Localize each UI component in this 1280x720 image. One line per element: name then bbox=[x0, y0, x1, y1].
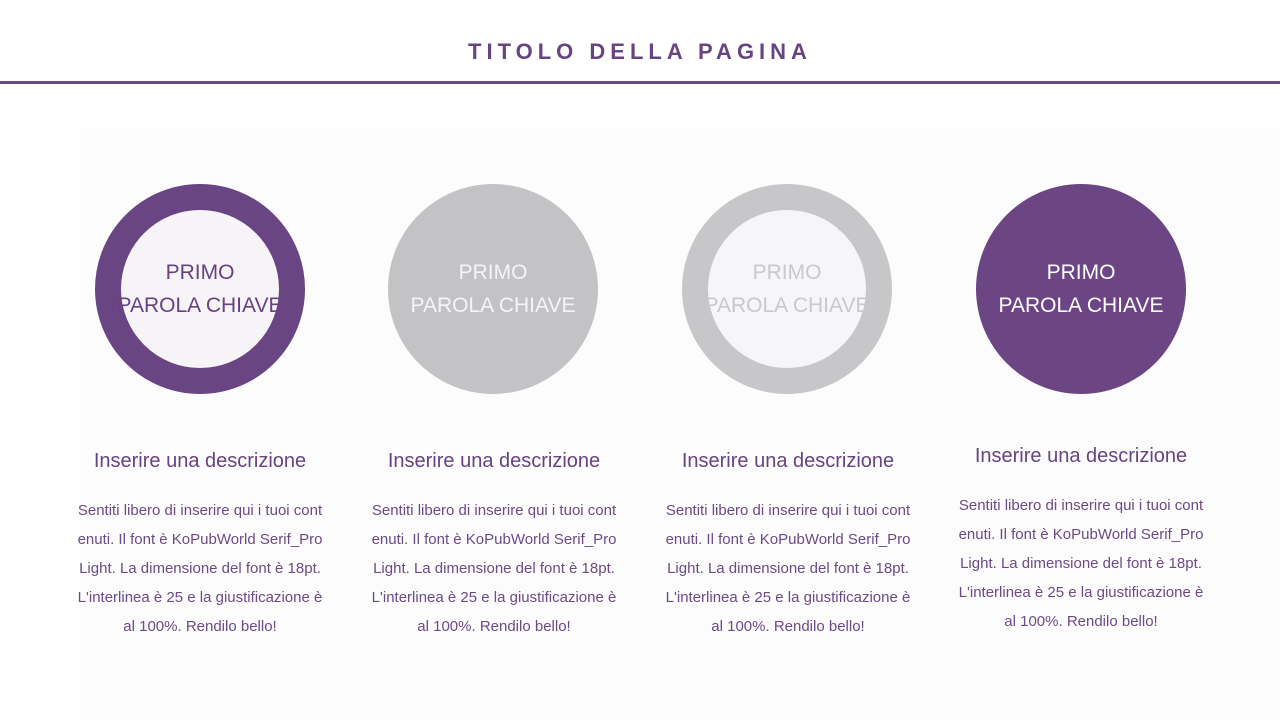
circle-line-keyword: PAROLA CHIAVE bbox=[410, 294, 576, 317]
keyword-column-1 bbox=[70, 0, 330, 720]
keyword-circle-label-2 bbox=[388, 184, 598, 394]
description-line: al 100%. Rendilo bello! bbox=[711, 618, 865, 635]
description-line: enuti. Il font è KoPubWorld Serif_Pro bbox=[371, 531, 617, 548]
keyword-circle-label-1 bbox=[95, 184, 305, 394]
description-line: enuti. Il font è KoPubWorld Serif_Pro bbox=[77, 531, 323, 548]
description-line: L'interlinea è 25 e la giustificazione è bbox=[77, 589, 323, 606]
description-line: enuti. Il font è KoPubWorld Serif_Pro bbox=[958, 526, 1204, 543]
description-line: Light. La dimensione del font è 18pt. bbox=[960, 555, 1202, 572]
column-heading-1: Inserire una descrizione bbox=[93, 450, 307, 472]
circle-line-keyword: PAROLA CHIAVE bbox=[117, 294, 283, 317]
keyword-circle-3 bbox=[682, 184, 892, 394]
description-line: L'interlinea è 25 e la giustificazione è bbox=[958, 584, 1204, 601]
description-line: Sentiti libero di inserire qui i tuoi cont bbox=[958, 497, 1204, 514]
keyword-circle-2 bbox=[388, 184, 598, 394]
circle-line-keyword: PAROLA CHIAVE bbox=[998, 294, 1164, 317]
keyword-column-4 bbox=[951, 0, 1211, 720]
description-line: Sentiti libero di inserire qui i tuoi cont bbox=[77, 502, 323, 519]
keyword-circle-label-4 bbox=[976, 184, 1186, 394]
page-title: TITOLO DELLA PAGINA bbox=[468, 39, 812, 64]
description-line: Light. La dimensione del font è 18pt. bbox=[373, 560, 615, 577]
keyword-column-3 bbox=[658, 0, 918, 720]
column-heading-4: Inserire una descrizione bbox=[974, 445, 1188, 467]
circle-line-primo: PRIMO bbox=[752, 261, 822, 284]
description-line: L'interlinea è 25 e la giustificazione è bbox=[665, 589, 911, 606]
keyword-circle-label-3 bbox=[682, 184, 892, 394]
description-line: al 100%. Rendilo bello! bbox=[123, 618, 277, 635]
description-line: al 100%. Rendilo bello! bbox=[417, 618, 571, 635]
description-line: L'interlinea è 25 e la giustificazione è bbox=[371, 589, 617, 606]
circle-line-primo: PRIMO bbox=[165, 261, 235, 284]
column-description-4 bbox=[951, 491, 1211, 636]
description-line: Sentiti libero di inserire qui i tuoi cont bbox=[665, 502, 911, 519]
description-line: al 100%. Rendilo bello! bbox=[1004, 613, 1158, 630]
description-line: Light. La dimensione del font è 18pt. bbox=[667, 560, 909, 577]
column-heading-2: Inserire una descrizione bbox=[387, 450, 601, 472]
circle-line-keyword: PAROLA CHIAVE bbox=[704, 294, 870, 317]
column-description-3 bbox=[658, 496, 918, 641]
keyword-circle-4 bbox=[976, 184, 1186, 394]
column-description-2 bbox=[364, 496, 624, 641]
circle-line-primo: PRIMO bbox=[1046, 261, 1116, 284]
keyword-column-2 bbox=[364, 0, 624, 720]
circle-line-primo: PRIMO bbox=[458, 261, 528, 284]
column-description-1 bbox=[70, 496, 330, 641]
column-heading-3: Inserire una descrizione bbox=[681, 450, 895, 472]
description-line: enuti. Il font è KoPubWorld Serif_Pro bbox=[665, 531, 911, 548]
keyword-circle-1 bbox=[95, 184, 305, 394]
description-line: Light. La dimensione del font è 18pt. bbox=[79, 560, 321, 577]
description-line: Sentiti libero di inserire qui i tuoi cont bbox=[371, 502, 617, 519]
